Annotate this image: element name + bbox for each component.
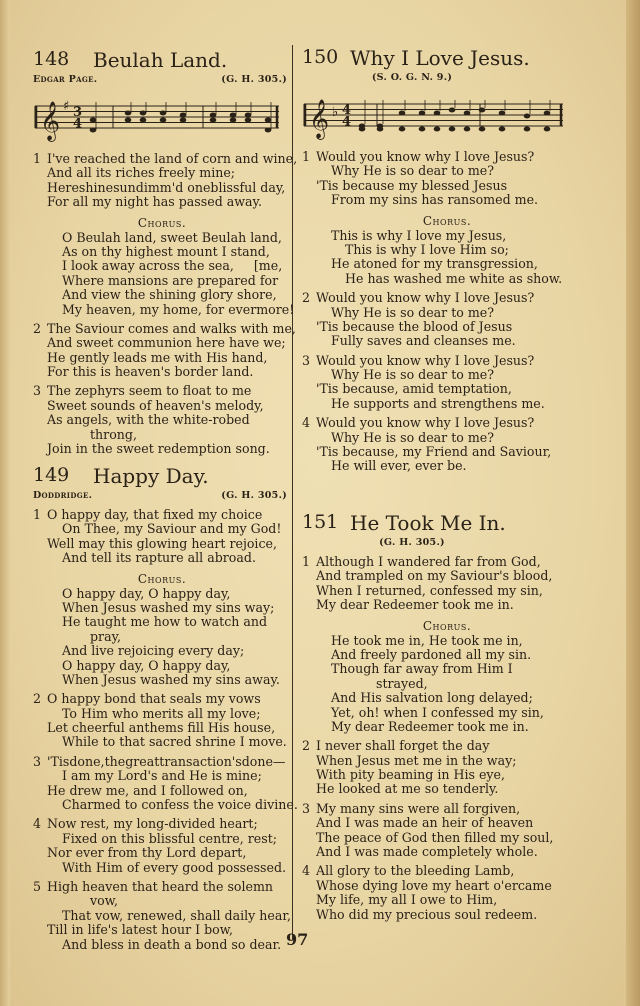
lyric-text: O happy day, that fixed my choice: [47, 507, 263, 522]
lyric-line: [33, 537, 291, 551]
lyric-text: All glory to the bleeding Lamb,: [316, 863, 515, 879]
note-head: [230, 118, 237, 123]
note-head: [125, 111, 132, 116]
lyric-line: [33, 413, 291, 427]
note-head: [160, 118, 167, 123]
lyric-line: [302, 416, 592, 430]
note-head: [399, 111, 406, 116]
treble-clef-icon: 𝄞: [40, 101, 61, 141]
lyric-text: He supports and strengthens me.: [331, 395, 545, 411]
verse-1: [33, 151, 298, 210]
note-head: [265, 128, 272, 133]
verse-1: [33, 508, 291, 566]
note-head: [544, 127, 551, 132]
lyric-text: High heaven that heard the solemn: [47, 878, 274, 894]
lyric-text: He gently leads me with His hand,: [47, 349, 268, 365]
lyric-line: [302, 706, 592, 720]
lyric-text: Would you know why I love Jesus?: [316, 352, 535, 368]
lyric-text: And I was made completely whole.: [316, 844, 538, 860]
note-head: [524, 114, 531, 119]
lyric-line: [33, 692, 291, 706]
hymn-title: Why I Love Jesus.: [350, 46, 530, 70]
lyric-line: [302, 908, 592, 922]
lyric-text: As on thy highest mount I stand,: [62, 243, 270, 259]
lyric-text: O Beulah land, sweet Beulah land,: [62, 229, 282, 245]
lyric-text: Where mansions are prepared for: [62, 272, 279, 288]
lyric-line: [33, 721, 291, 735]
lyric-line: [33, 644, 291, 658]
lyric-line: [33, 231, 291, 245]
lyric-line: [302, 445, 592, 459]
lyric-line: [33, 195, 291, 209]
lyric-line: [302, 754, 592, 768]
hymn-header: [33, 48, 291, 74]
hymn-number: 150: [302, 46, 339, 68]
page-number: 97: [286, 930, 309, 949]
lyric-line: [33, 707, 291, 721]
lyric-line: [33, 288, 291, 302]
hymn-148: [33, 48, 298, 457]
note-head: [464, 127, 471, 132]
lyric-line: [302, 459, 592, 473]
lyric-line: [33, 181, 291, 195]
lyric-line: [302, 257, 592, 271]
note-head: [359, 127, 366, 132]
chorus-label: Chorus.: [137, 571, 187, 586]
flat-key-signature-icon: ♭: [332, 105, 339, 120]
lyric-line: [33, 587, 291, 601]
lyric-line: [302, 831, 592, 845]
lyric-text: O happy bond that seals my vows: [47, 691, 261, 707]
verse-5: [33, 880, 291, 952]
hymn-author: Doddridge.: [33, 490, 93, 501]
lyric-text: Fixed on this blissful centre, rest;: [62, 830, 277, 846]
lyric-text: For all my night has passed away.: [47, 194, 262, 210]
verse-number: 2: [302, 738, 311, 754]
lyric-text: He looked at me so tenderly.: [316, 781, 499, 797]
verse-number: 1: [302, 554, 311, 569]
lyric-text: As angels, with the white-robed: [47, 412, 250, 428]
lyric-text: And trampled on my Saviour's blood,: [316, 568, 553, 584]
lyric-line: [302, 193, 592, 207]
lyric-line: [302, 879, 592, 893]
note-head: [419, 111, 426, 116]
lyric-text: Nor ever from thy Lord depart,: [47, 845, 247, 861]
note-head: [90, 118, 97, 123]
note-head: [160, 111, 167, 116]
lyric-line: [302, 802, 592, 816]
verse-number: 3: [33, 383, 42, 399]
lyric-text: When Jesus washed my sins way;: [62, 599, 275, 615]
note-head: [230, 113, 237, 118]
lyric-line: [33, 784, 291, 798]
lyric-text: 'Tis because, my Friend and Saviour,: [316, 444, 552, 460]
verse-number: 1: [33, 151, 42, 166]
verse-4: [33, 817, 291, 875]
sharp-key-signature-icon: ♯: [63, 99, 70, 114]
lyric-line: [302, 662, 592, 676]
lyric-text: Would you know why I love Jesus?: [316, 290, 535, 306]
lyric-line: [302, 816, 592, 830]
hymn-title: Beulah Land.: [93, 48, 228, 72]
lyric-text: Yet, oh! when I confessed my sin,: [331, 704, 544, 720]
verse-number: 2: [33, 320, 42, 336]
verse-number: 3: [33, 753, 42, 769]
lyric-text: With pity beaming in His eye,: [316, 767, 506, 783]
chorus: [33, 571, 291, 688]
note-head: [399, 127, 406, 132]
lyric-line: [33, 735, 291, 749]
lyric-line: [33, 938, 291, 952]
lyric-line: [302, 598, 592, 612]
verse-4: [302, 864, 592, 922]
verse-2: [33, 320, 296, 380]
lyric-line: [302, 179, 592, 193]
lyric-line: [33, 909, 291, 923]
lyric-text: 'Tis because my blessed Jesus: [316, 177, 508, 193]
lyric-text: He taught me how to watch and: [62, 614, 268, 630]
lyric-text: For this is heaven's border land.: [47, 364, 254, 380]
lyric-text: Charmed to confess the voice divine.: [62, 797, 298, 813]
lyric-text: My life, my all I owe to Him,: [316, 892, 498, 908]
lyric-line: [33, 601, 291, 615]
lyric-text: And live rejoicing every day;: [62, 643, 245, 659]
lyric-text: This is why I love Him so;: [345, 241, 509, 257]
lyric-text: He took me in, He took me in,: [331, 632, 523, 648]
lyric-text: When Jesus washed my sins away.: [62, 671, 280, 687]
lyric-text: And bless in death a bond so dear.: [62, 936, 282, 952]
note-head: [125, 118, 132, 123]
lyric-text: Now rest, my long-divided heart;: [47, 816, 258, 832]
hymn-150: [302, 46, 592, 474]
lyric-line: [33, 384, 291, 398]
lyric-line: [302, 382, 592, 396]
verse-4: [302, 416, 592, 474]
lyric-line: [302, 229, 592, 243]
lyric-line: [302, 782, 592, 796]
lyric-line: [302, 584, 592, 598]
verse-number: 1: [33, 507, 42, 522]
hymn-number: 149: [33, 464, 70, 486]
note-head: [479, 127, 486, 132]
verse-number: 4: [33, 816, 42, 832]
lyric-line: [302, 368, 592, 382]
lyric-text: I've reached the land of corn and wine,: [47, 151, 298, 166]
note-head: [524, 127, 531, 132]
verse-2: [33, 692, 291, 750]
lyric-text: Would you know why I love Jesus?: [316, 415, 535, 431]
lyric-text: I am my Lord's and He is mine;: [62, 768, 262, 784]
lyric-line: [33, 301, 295, 317]
lyric-text: To Him who merits all my love;: [62, 705, 261, 721]
hymn-header: [302, 46, 592, 72]
hymn-reference: (S. O. G. N. 9.): [371, 72, 453, 83]
lyric-text: My dear Redeemer took me in.: [331, 718, 529, 734]
lyric-line: [302, 150, 592, 164]
hymn-number: 148: [33, 48, 70, 70]
lyric-line: [302, 739, 592, 753]
lyric-line: [33, 442, 291, 456]
lyric-text: The zephyrs seem to float to me: [47, 383, 252, 399]
lyric-line: [302, 354, 592, 368]
lyric-text: 'Tisdone,thegreattransaction'sdone—: [47, 753, 286, 769]
verse-number: 3: [302, 352, 311, 368]
hymn-151: [302, 511, 592, 922]
lyric-line: [33, 508, 291, 522]
note-head: [449, 108, 456, 113]
lyric-line: [33, 320, 296, 336]
lyric-text: From my sins has ransomed me.: [331, 192, 539, 208]
lyric-text: And all its riches freely mine;: [47, 165, 236, 181]
lyric-line: [33, 923, 291, 937]
note-head: [499, 111, 506, 116]
hymn-reference: (G. H. 305.): [221, 74, 287, 85]
lyric-text: He drew me, and I followed on,: [47, 782, 248, 798]
lyric-text: And His salvation long delayed;: [331, 690, 533, 706]
lyric-text: My dear Redeemer took me in.: [316, 597, 514, 613]
lyric-line: [33, 274, 291, 288]
lyric-line: [302, 864, 592, 878]
lyric-text: 'Tis because, amid temptation,: [316, 381, 512, 397]
lyric-text: vow,: [90, 893, 118, 909]
note-head: [245, 113, 252, 118]
lyric-text: And sweet communion here have we;: [47, 335, 286, 351]
hymn-header: [302, 511, 592, 537]
lyric-line: [302, 243, 592, 257]
lyric-text: Whose dying love my heart o'ercame: [316, 877, 552, 893]
lyric-text: He atoned for my transgression,: [331, 256, 538, 272]
verse-number: 1: [302, 149, 311, 164]
lyric-line: [33, 351, 291, 365]
lyric-line: [302, 320, 592, 334]
lyric-text: throng,: [90, 426, 137, 442]
page-edge-right: [626, 0, 640, 1006]
lyric-line: [33, 769, 291, 783]
lyric-text: Who did my precious soul redeem.: [316, 906, 538, 922]
chorus-label: Chorus.: [422, 618, 472, 633]
time-signature-top: 4: [342, 103, 352, 118]
lyric-line: [33, 365, 291, 379]
chorus-label: Chorus.: [422, 213, 472, 228]
note-head: [377, 127, 384, 132]
lyric-text: The peace of God then filled my soul,: [316, 829, 554, 845]
lyric-text: I look away across the sea, [me,: [62, 258, 283, 274]
lyric-text: This is why I love my Jesus,: [331, 227, 507, 243]
verse-number: 2: [33, 691, 42, 707]
lyric-text: pray,: [90, 628, 122, 644]
lyric-line: [33, 245, 291, 259]
note-head: [265, 118, 272, 123]
verse-3: [33, 384, 291, 456]
lyric-line: [33, 615, 291, 629]
lyric-text: 'Tis because the blood of Jesus: [316, 318, 513, 334]
hymn-header: [33, 464, 291, 490]
lyric-line: [33, 259, 291, 273]
lyric-line: [302, 334, 592, 348]
lyric-text: He has washed me white as show.: [345, 270, 563, 286]
lyric-text: He will ever, ever be.: [331, 458, 467, 474]
lyric-line: [33, 659, 291, 673]
note-head: [210, 113, 217, 118]
lyric-line: [33, 894, 291, 908]
note-head: [479, 108, 486, 113]
lyric-text: strayed,: [376, 675, 428, 691]
verse-1: [302, 150, 592, 208]
verse-1: [302, 555, 592, 613]
chorus: [302, 213, 592, 287]
lyric-line: [302, 555, 592, 569]
lyric-line: [302, 431, 592, 445]
lyric-line: [33, 336, 291, 350]
lyric-text: And I was made an heir of heaven: [316, 815, 534, 831]
lyric-text: While to that sacred shrine I move.: [62, 734, 287, 750]
note-head: [434, 111, 441, 116]
verse-number: 4: [302, 415, 311, 431]
lyric-line: [33, 399, 291, 413]
lyric-line: [33, 817, 291, 831]
lyric-text: And tell its rapture all abroad.: [62, 550, 256, 566]
hymn-meta: [33, 74, 291, 88]
note-head: [245, 118, 252, 123]
hymn-author: Edgar Page.: [33, 74, 98, 85]
lyric-text: My heaven, my home, for evermore!: [62, 301, 295, 317]
note-head: [544, 111, 551, 116]
lyric-line: [302, 306, 592, 320]
note-head: [140, 118, 147, 123]
lyric-line: [302, 634, 592, 648]
note-head: [180, 113, 187, 118]
lyric-line: [33, 861, 291, 875]
note-head: [464, 111, 471, 116]
chorus: [33, 215, 295, 317]
note-head: [210, 118, 217, 123]
music-staff: [33, 94, 283, 144]
lyric-line: [302, 768, 592, 782]
lyric-text: Why He is so dear to me?: [331, 367, 494, 383]
lyric-line: [33, 166, 291, 180]
lyric-text: Hereshinesundimm'd oneblissful day,: [47, 179, 286, 195]
time-signature-bottom: 4: [342, 114, 352, 130]
verse-number: 3: [302, 800, 311, 816]
hymn-meta: [33, 490, 291, 504]
lyric-text: Would you know why I love Jesus?: [316, 149, 535, 164]
hymn-reference: (G. H. 305.): [379, 537, 445, 548]
hymn-title: He Took Me In.: [350, 511, 506, 535]
lyric-text: When I returned, confessed my sin,: [316, 582, 543, 598]
lyric-text: That vow, renewed, shall daily hear,: [62, 907, 292, 923]
lyric-text: And freely pardoned all my sin.: [331, 646, 532, 662]
lyric-text: The Saviour comes and walks with me,: [47, 320, 296, 336]
hymn-title: Happy Day.: [93, 464, 209, 488]
lyric-text: O happy day, O happy day,: [62, 657, 231, 673]
page-edge-left: [0, 0, 10, 1006]
lyric-line: [33, 428, 291, 442]
verse-number: 2: [302, 290, 311, 306]
hymn-meta: [302, 72, 592, 86]
lyric-line: [302, 720, 592, 734]
lyric-line: [33, 797, 298, 813]
lyric-line: [33, 880, 291, 894]
chorus: [302, 618, 592, 735]
lyric-line: [302, 893, 592, 907]
lyric-text: Let cheerful anthems fill His house,: [47, 720, 276, 736]
lyric-line: [33, 832, 291, 846]
verse-3: [302, 802, 592, 860]
lyric-line: [302, 648, 592, 662]
hymn-meta: [302, 537, 592, 551]
verse-2: [302, 739, 592, 797]
hymn-number: 151: [302, 511, 339, 533]
note-head: [434, 127, 441, 132]
lyric-line: [302, 677, 592, 691]
lyric-line: [33, 151, 298, 166]
lyric-text: Till in life's latest hour I bow,: [47, 922, 234, 938]
lyric-line: [33, 551, 291, 565]
lyric-line: [302, 569, 592, 583]
lyric-text: Why He is so dear to me?: [331, 304, 494, 320]
verse-3: [33, 753, 298, 813]
note-head: [90, 128, 97, 133]
lyric-text: Sweet sounds of heaven's melody,: [47, 397, 264, 413]
hymn-reference: (G. H. 305.): [221, 490, 287, 501]
verse-3: [302, 354, 592, 412]
lyric-text: Why He is so dear to me?: [331, 429, 494, 445]
note-head: [180, 118, 187, 123]
lyric-line: [302, 691, 592, 705]
lyric-text: With Him of every good possessed.: [62, 859, 287, 875]
time-signature-top: 3: [73, 105, 83, 120]
verse-number: 4: [302, 863, 311, 879]
lyric-text: Why He is so dear to me?: [331, 163, 494, 179]
lyric-line: [33, 522, 291, 536]
note-head: [499, 127, 506, 132]
note-head: [419, 127, 426, 132]
lyric-line: [302, 397, 592, 411]
lyric-line: [33, 673, 291, 687]
lyric-text: On Thee, my Saviour and my God!: [62, 521, 282, 537]
lyric-text: Join in the sweet redemption song.: [47, 441, 270, 457]
lyric-text: Well may this glowing heart rejoice,: [47, 535, 277, 551]
lyric-text: Fully saves and cleanses me.: [331, 333, 516, 349]
chorus-label: Chorus.: [137, 215, 187, 230]
lyric-text: I never shall forget the day: [316, 738, 490, 754]
lyric-text: Although I wandered far from God,: [316, 554, 541, 569]
verse-2: [302, 291, 592, 349]
note-head: [140, 111, 147, 116]
music-staff: [302, 92, 567, 142]
treble-clef-icon: 𝄞: [309, 99, 330, 139]
note-head: [449, 127, 456, 132]
lyric-text: And view the shining glory shore,: [62, 287, 277, 303]
lyric-text: O happy day, O happy day,: [62, 585, 231, 601]
lyric-line: [33, 846, 291, 860]
verse-number: 5: [33, 878, 42, 894]
lyric-line: [302, 164, 592, 178]
lyric-line: [33, 630, 291, 644]
lyric-line: [33, 755, 291, 769]
lyric-line: [302, 291, 592, 305]
lyric-text: When Jesus met me in the way;: [316, 752, 517, 768]
lyric-line: [302, 845, 592, 859]
lyric-line: [302, 272, 592, 286]
lyric-text: My many sins were all forgiven,: [316, 800, 521, 816]
lyric-text: Though far away from Him I: [331, 661, 513, 677]
time-signature-bottom: 4: [73, 116, 83, 132]
